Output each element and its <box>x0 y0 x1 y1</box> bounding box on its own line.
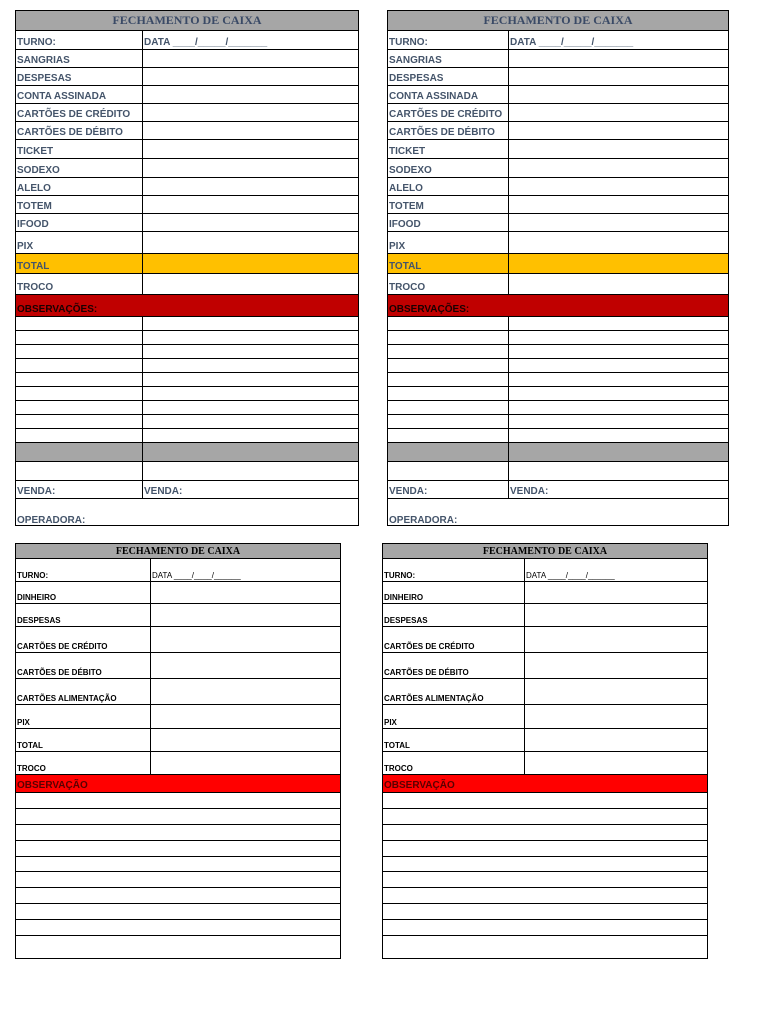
row-label: TROCO <box>17 764 46 773</box>
notes-line[interactable] <box>16 936 340 960</box>
form-row <box>383 653 707 679</box>
row-value-field[interactable] <box>142 178 358 195</box>
row-label: DINHEIRO <box>17 593 57 602</box>
troco-label: TROCO <box>389 282 426 293</box>
row-label: IFOOD <box>17 219 49 230</box>
venda-label: VENDA: <box>389 486 428 497</box>
row-value-field[interactable] <box>150 653 340 678</box>
form-row <box>16 214 358 232</box>
form-title: FECHAMENTO DE CAIXA <box>388 11 728 31</box>
form-row <box>16 752 340 775</box>
data-label: DATA ____/_____/_______ <box>142 31 358 49</box>
troco-row <box>388 274 728 295</box>
gray-separator-row <box>16 443 358 462</box>
total-label: TOTAL <box>17 261 50 272</box>
turno-row <box>388 31 728 50</box>
row-label: ALELO <box>17 183 51 194</box>
form-row <box>16 729 340 752</box>
row-value-field[interactable] <box>150 679 340 704</box>
form-row <box>16 86 358 104</box>
form-row <box>388 50 728 68</box>
form-row <box>388 214 728 232</box>
form-row <box>388 68 728 86</box>
notes-line[interactable] <box>388 331 728 345</box>
blank-row[interactable] <box>16 462 358 481</box>
row-label: PIX <box>389 241 406 252</box>
row-label: CARTÕES DE CRÉDITO <box>389 109 503 120</box>
notes-line[interactable] <box>16 872 340 888</box>
notes-line[interactable] <box>383 872 707 888</box>
notes-line[interactable] <box>16 825 340 841</box>
venda-row <box>16 481 358 499</box>
row-value-field[interactable] <box>142 159 358 177</box>
form-row <box>383 604 707 627</box>
turno-label: TURNO: <box>17 37 56 48</box>
notes-line[interactable] <box>16 345 358 359</box>
notes-line[interactable] <box>16 904 340 920</box>
data-label: DATA ____/____/______ <box>524 559 707 581</box>
cash-closing-form-bottom-right <box>382 543 708 959</box>
form-row <box>388 196 728 214</box>
data-label: DATA ____/____/______ <box>150 559 340 581</box>
row-label: SODEXO <box>17 165 60 176</box>
row-value-field[interactable] <box>524 679 707 704</box>
operadora-row <box>388 499 728 527</box>
notes-line[interactable] <box>16 841 340 857</box>
form-row <box>16 582 340 604</box>
row-value-field[interactable] <box>508 140 728 158</box>
notes-line[interactable] <box>16 331 358 345</box>
form-row <box>16 679 340 705</box>
notes-line[interactable] <box>388 359 728 373</box>
row-value-field[interactable] <box>508 104 728 121</box>
row-label: CARTÕES DE CRÉDITO <box>17 109 131 120</box>
row-value-field[interactable] <box>142 50 358 67</box>
venda-label: VENDA: <box>17 486 56 497</box>
row-label: CARTÕES ALIMENTAÇÃO <box>384 694 484 703</box>
form-row <box>16 627 340 653</box>
turno-label: TURNO: <box>17 571 49 580</box>
row-value-field[interactable] <box>508 86 728 103</box>
observacoes-header <box>388 295 728 317</box>
notes-line[interactable] <box>383 825 707 841</box>
notes-line[interactable] <box>388 387 728 401</box>
turno-label: TURNO: <box>389 37 428 48</box>
row-label: CARTÕES DE CRÉDITO <box>17 642 108 651</box>
observacao-label: OBSERVAÇÃO <box>384 780 455 791</box>
troco-row <box>16 274 358 295</box>
total-label: TOTAL <box>389 261 422 272</box>
operadora-row <box>16 499 358 527</box>
row-value-field[interactable] <box>142 104 358 121</box>
row-label: TROCO <box>384 764 413 773</box>
row-label: CARTÕES ALIMENTAÇÃO <box>17 694 117 703</box>
turno-row <box>16 559 340 582</box>
form-row <box>388 159 728 178</box>
venda-label-second: VENDA: <box>142 481 358 498</box>
observacao-header <box>16 775 340 793</box>
form-row <box>388 232 728 254</box>
row-value-field[interactable] <box>508 178 728 195</box>
notes-line[interactable] <box>383 920 707 936</box>
form-row <box>16 159 358 178</box>
total-row <box>388 254 728 274</box>
troco-label: TROCO <box>17 282 54 293</box>
row-value-field[interactable] <box>150 582 340 603</box>
row-value-field[interactable] <box>524 705 707 728</box>
operadora-label: OPERADORA: <box>389 515 458 526</box>
row-label: ALELO <box>389 183 423 194</box>
row-label: CARTÕES DE DÉBITO <box>17 127 123 138</box>
row-label: PIX <box>17 241 34 252</box>
row-value-field[interactable] <box>150 705 340 728</box>
notes-line[interactable] <box>16 415 358 429</box>
row-label: DESPESAS <box>17 73 72 84</box>
notes-line[interactable] <box>388 401 728 415</box>
row-value-field[interactable] <box>142 214 358 231</box>
form-row <box>16 140 358 159</box>
row-label: CONTA ASSINADA <box>17 91 107 102</box>
form-row <box>388 104 728 122</box>
row-label: CARTÕES DE DÉBITO <box>17 668 102 677</box>
form-row <box>16 653 340 679</box>
notes-line[interactable] <box>388 429 728 443</box>
form-row <box>16 50 358 68</box>
observacoes-label: OBSERVAÇÕES: <box>389 304 470 315</box>
form-row <box>388 122 728 140</box>
row-label: IFOOD <box>389 219 421 230</box>
row-value-field[interactable] <box>142 68 358 85</box>
notes-line[interactable] <box>16 888 340 904</box>
row-value-field[interactable] <box>150 604 340 626</box>
row-label: SANGRIAS <box>17 55 70 66</box>
observacoes-header <box>16 295 358 317</box>
troco-value-field[interactable] <box>142 274 358 294</box>
form-title: FECHAMENTO DE CAIXA <box>383 544 707 559</box>
row-value-field[interactable] <box>150 752 340 774</box>
form-row <box>383 679 707 705</box>
row-value-field[interactable] <box>142 86 358 103</box>
row-value-field[interactable] <box>524 604 707 626</box>
form-row <box>16 68 358 86</box>
row-value-field[interactable] <box>524 582 707 603</box>
row-value-field[interactable] <box>508 196 728 213</box>
notes-line[interactable] <box>383 857 707 872</box>
venda-label-second: VENDA: <box>508 481 728 498</box>
notes-line[interactable] <box>16 793 340 809</box>
notes-line[interactable] <box>388 373 728 387</box>
row-label: SODEXO <box>389 165 432 176</box>
blank-row[interactable] <box>388 462 728 481</box>
row-value-field[interactable] <box>524 752 707 774</box>
form-row <box>383 705 707 729</box>
notes-line[interactable] <box>388 317 728 331</box>
row-value-field[interactable] <box>524 653 707 678</box>
row-value-field[interactable] <box>150 729 340 751</box>
row-label: PIX <box>384 718 397 727</box>
notes-line[interactable] <box>16 809 340 825</box>
row-label: DINHEIRO <box>384 593 424 602</box>
cash-closing-form-top-left <box>15 10 359 526</box>
row-label: TOTEM <box>17 201 52 212</box>
notes-line[interactable] <box>388 415 728 429</box>
notes-line[interactable] <box>16 857 340 872</box>
venda-row <box>388 481 728 499</box>
turno-row <box>16 31 358 50</box>
row-label: DESPESAS <box>384 616 428 625</box>
notes-line[interactable] <box>388 345 728 359</box>
row-label: DESPESAS <box>389 73 444 84</box>
form-row <box>383 729 707 752</box>
form-row <box>16 122 358 140</box>
notes-line[interactable] <box>16 429 358 443</box>
row-label: TOTAL <box>17 741 43 750</box>
row-value-field[interactable] <box>508 214 728 231</box>
notes-line[interactable] <box>383 809 707 825</box>
form-row <box>16 178 358 196</box>
row-label: CARTÕES DE CRÉDITO <box>384 642 475 651</box>
row-value-field[interactable] <box>150 627 340 652</box>
row-label: CARTÕES DE DÉBITO <box>384 668 469 677</box>
troco-value-field[interactable] <box>508 274 728 294</box>
notes-line[interactable] <box>383 793 707 809</box>
observacao-label: OBSERVAÇÃO <box>17 780 88 791</box>
row-value-field[interactable] <box>508 50 728 67</box>
row-label: PIX <box>17 718 30 727</box>
gray-separator-row <box>388 443 728 462</box>
form-row <box>16 705 340 729</box>
form-row <box>383 627 707 653</box>
row-value-field[interactable] <box>524 729 707 751</box>
notes-line[interactable] <box>16 359 358 373</box>
form-row <box>388 178 728 196</box>
turno-row <box>383 559 707 582</box>
notes-line[interactable] <box>383 904 707 920</box>
row-label: CARTÕES DE DÉBITO <box>389 127 495 138</box>
row-value-field[interactable] <box>142 232 358 253</box>
form-row <box>16 104 358 122</box>
row-value-field[interactable] <box>142 122 358 139</box>
total-value-field[interactable] <box>142 254 358 273</box>
cash-closing-form-bottom-left <box>15 543 341 959</box>
row-label: SANGRIAS <box>389 55 442 66</box>
notes-line[interactable] <box>16 401 358 415</box>
row-label: TICKET <box>389 146 426 157</box>
form-title: FECHAMENTO DE CAIXA <box>16 544 340 559</box>
row-value-field[interactable] <box>508 68 728 85</box>
total-row <box>16 254 358 274</box>
notes-line[interactable] <box>16 373 358 387</box>
notes-line[interactable] <box>16 387 358 401</box>
row-value-field[interactable] <box>142 196 358 213</box>
row-label: DESPESAS <box>17 616 61 625</box>
row-value-field[interactable] <box>142 140 358 158</box>
observacao-header <box>383 775 707 793</box>
form-row <box>388 86 728 104</box>
row-value-field[interactable] <box>524 627 707 652</box>
form-row <box>383 752 707 775</box>
cash-closing-form-top-right <box>387 10 729 526</box>
form-title: FECHAMENTO DE CAIXA <box>16 11 358 31</box>
notes-line[interactable] <box>383 841 707 857</box>
form-row <box>388 140 728 159</box>
row-label: CONTA ASSINADA <box>389 91 479 102</box>
form-row <box>16 232 358 254</box>
row-value-field[interactable] <box>508 232 728 253</box>
notes-line[interactable] <box>383 936 707 960</box>
row-label: TOTAL <box>384 741 410 750</box>
data-label: DATA ____/_____/_______ <box>508 31 728 49</box>
row-label: TICKET <box>17 146 54 157</box>
notes-line[interactable] <box>383 888 707 904</box>
operadora-label: OPERADORA: <box>17 515 86 526</box>
notes-line[interactable] <box>16 317 358 331</box>
observacoes-label: OBSERVAÇÕES: <box>17 304 98 315</box>
form-row <box>16 604 340 627</box>
form-row <box>383 582 707 604</box>
row-value-field[interactable] <box>508 159 728 177</box>
form-row <box>16 196 358 214</box>
row-value-field[interactable] <box>508 122 728 139</box>
total-value-field[interactable] <box>508 254 728 273</box>
turno-label: TURNO: <box>384 571 416 580</box>
notes-line[interactable] <box>16 920 340 936</box>
row-label: TOTEM <box>389 201 424 212</box>
